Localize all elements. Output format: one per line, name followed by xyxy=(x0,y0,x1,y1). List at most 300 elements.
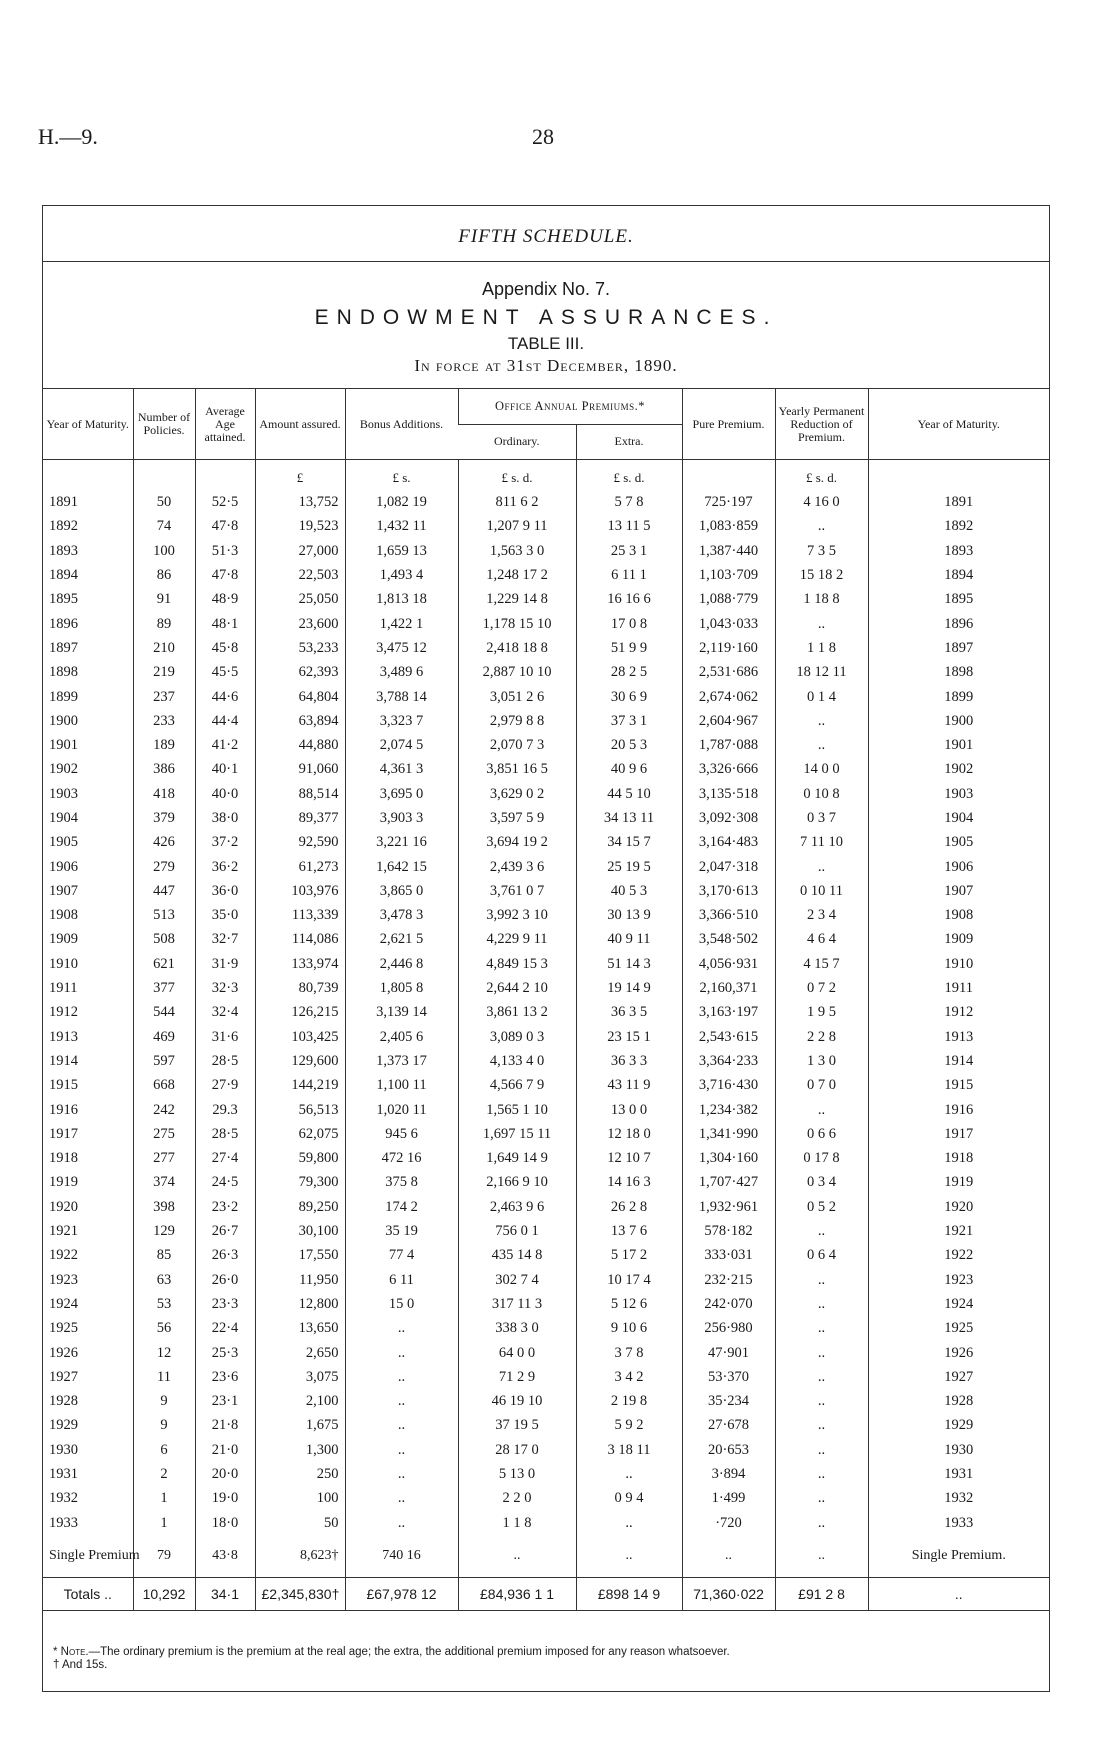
cell-extra: 25 3 1 xyxy=(576,539,682,563)
cell-extra: 44 5 10 xyxy=(576,782,682,806)
table-row xyxy=(43,636,1049,660)
cell-ordinary: 3,861 13 2 xyxy=(458,1000,576,1024)
cell-bonus: 15 0 xyxy=(345,1292,458,1316)
cell-year-right: 1933 xyxy=(868,1510,1049,1534)
cell-extra: 51 9 9 xyxy=(576,636,682,660)
table-row xyxy=(43,1122,1049,1146)
cell-year-right: 1920 xyxy=(868,1195,1049,1219)
cell-age: 28·5 xyxy=(195,1049,255,1073)
table-row xyxy=(43,1073,1049,1097)
cell-extra: 6 11 1 xyxy=(576,563,682,587)
cell-reduction: .. xyxy=(775,514,868,538)
cell-age: 44·6 xyxy=(195,684,255,708)
cell-age: 52·5 xyxy=(195,490,255,514)
table-row xyxy=(43,782,1049,806)
cell-extra: 43 11 9 xyxy=(576,1073,682,1097)
cell-amount: 91,060 xyxy=(255,757,345,781)
cell-amount: 1,300 xyxy=(255,1438,345,1462)
cell-age: 24·5 xyxy=(195,1170,255,1194)
cell-year-right: 1910 xyxy=(868,952,1049,976)
cell-ordinary: 2,979 8 8 xyxy=(458,709,576,733)
cell-number: 279 xyxy=(133,854,195,878)
cell-number: 233 xyxy=(133,709,195,733)
table-row xyxy=(43,1049,1049,1073)
cell-extra: 10 17 4 xyxy=(576,1268,682,1292)
cell-extra: 0 9 4 xyxy=(576,1486,682,1510)
cell-number: 129 xyxy=(133,1219,195,1243)
cell-ordinary: 1,563 3 0 xyxy=(458,539,576,563)
cell-number: 508 xyxy=(133,927,195,951)
cell-pure: 2,543·615 xyxy=(682,1025,775,1049)
table-row xyxy=(43,587,1049,611)
cell-year: 1912 xyxy=(49,1004,78,1021)
cell-bonus: 3,489 6 xyxy=(345,660,458,684)
unit-ordinary: £ s. d. xyxy=(458,460,576,491)
cell-reduction: .. xyxy=(775,1292,868,1316)
table-row xyxy=(43,660,1049,684)
cell-number: 426 xyxy=(133,830,195,854)
footnote-label: * Note. xyxy=(53,1646,89,1658)
cell-ordinary: 2 2 0 xyxy=(458,1486,576,1510)
cell-year-right: 1898 xyxy=(868,660,1049,684)
cell-amount: 17,550 xyxy=(255,1243,345,1267)
totals-reduction: £91 2 8 xyxy=(775,1577,868,1610)
cell-pure: 3,092·308 xyxy=(682,806,775,830)
cell-age: 26·0 xyxy=(195,1268,255,1292)
cell-number: 469 xyxy=(133,1025,195,1049)
cell-year: 1895 xyxy=(49,591,78,608)
table-row xyxy=(43,1243,1049,1267)
cell-ordinary: 2,418 18 8 xyxy=(458,636,576,660)
table-row xyxy=(43,854,1049,878)
cell-year-right: 1904 xyxy=(868,806,1049,830)
cell-reduction: 1 3 0 xyxy=(775,1049,868,1073)
cell-amount: 89,377 xyxy=(255,806,345,830)
cell-amount: 133,974 xyxy=(255,952,345,976)
col-year-right: Year of Maturity. xyxy=(868,389,1049,460)
cell-amount: 103,425 xyxy=(255,1025,345,1049)
cell-bonus: 2,621 5 xyxy=(345,927,458,951)
cell-reduction: .. xyxy=(775,1486,868,1510)
cell-number: 668 xyxy=(133,1073,195,1097)
cell-reduction: 1 9 5 xyxy=(775,1000,868,1024)
cell-year-right: 1894 xyxy=(868,563,1049,587)
cell-age: 26·7 xyxy=(195,1219,255,1243)
cell-year-right: 1895 xyxy=(868,587,1049,611)
cell-ordinary: 3,597 5 9 xyxy=(458,806,576,830)
cell-number: 63 xyxy=(133,1268,195,1292)
table-row xyxy=(43,1219,1049,1243)
cell-number: 513 xyxy=(133,903,195,927)
cell-reduction: 0 6 6 xyxy=(775,1122,868,1146)
table-row xyxy=(43,879,1049,903)
cell-amount: 1,675 xyxy=(255,1413,345,1437)
cell-extra: 13 7 6 xyxy=(576,1219,682,1243)
cell-number: 6 xyxy=(133,1438,195,1462)
cell-pure: 2,047·318 xyxy=(682,854,775,878)
table-row xyxy=(43,1486,1049,1510)
cell-pure: 3,163·197 xyxy=(682,1000,775,1024)
cell-bonus: .. xyxy=(345,1316,458,1340)
cell-ordinary: 3,694 19 2 xyxy=(458,830,576,854)
cell-bonus: 472 16 xyxy=(345,1146,458,1170)
cell-age: 31·6 xyxy=(195,1025,255,1049)
cell-year-right: 1926 xyxy=(868,1340,1049,1364)
cell-age: 23·3 xyxy=(195,1292,255,1316)
cell-reduction: 7 11 10 xyxy=(775,830,868,854)
cell-year-right: 1891 xyxy=(868,490,1049,514)
cell-year-right: 1896 xyxy=(868,611,1049,635)
cell-extra: 28 2 5 xyxy=(576,660,682,684)
cell-reduction: .. xyxy=(775,1219,868,1243)
table-row xyxy=(43,1268,1049,1292)
cell-bonus: .. xyxy=(345,1365,458,1389)
cell-amount: 80,739 xyxy=(255,976,345,1000)
cell-reduction: 1 1 8 xyxy=(775,636,868,660)
cell-pure: 3,716·430 xyxy=(682,1073,775,1097)
cell-age: 19·0 xyxy=(195,1486,255,1510)
cell-extra: 12 10 7 xyxy=(576,1146,682,1170)
cell-bonus: 1,642 15 xyxy=(345,854,458,878)
cell-bonus: 1,805 8 xyxy=(345,976,458,1000)
cell-number: 85 xyxy=(133,1243,195,1267)
cell-age: 48·1 xyxy=(195,611,255,635)
cell-pure: 1,707·427 xyxy=(682,1170,775,1194)
cell-bonus: 375 8 xyxy=(345,1170,458,1194)
units-row xyxy=(43,460,1049,491)
cell-year-right: 1899 xyxy=(868,684,1049,708)
cell-age: 18·0 xyxy=(195,1510,255,1534)
cell-ordinary: 4,566 7 9 xyxy=(458,1073,576,1097)
cell-number: 447 xyxy=(133,879,195,903)
cell-extra: 34 15 7 xyxy=(576,830,682,854)
cell-amount: 63,894 xyxy=(255,709,345,733)
cell-amount: 62,393 xyxy=(255,660,345,684)
unit-reduction: £ s. d. xyxy=(775,460,868,491)
cell-pure: 333·031 xyxy=(682,1243,775,1267)
cell-number: 621 xyxy=(133,952,195,976)
cell-extra: 2 19 8 xyxy=(576,1389,682,1413)
cell-age: 47·8 xyxy=(195,563,255,587)
cell-pure: 1,387·440 xyxy=(682,539,775,563)
table-row xyxy=(43,1316,1049,1340)
cell-amount: 53,233 xyxy=(255,636,345,660)
cell-amount: 2,100 xyxy=(255,1389,345,1413)
table-row xyxy=(43,976,1049,1000)
cell-reduction: 0 6 4 xyxy=(775,1243,868,1267)
cell-amount: 59,800 xyxy=(255,1146,345,1170)
cell-amount: 100 xyxy=(255,1486,345,1510)
cell-ordinary: 3,851 16 5 xyxy=(458,757,576,781)
cell-amount: 19,523 xyxy=(255,514,345,538)
cell-amount: 103,976 xyxy=(255,879,345,903)
cell-reduction: .. xyxy=(775,1462,868,1486)
cell-ordinary: 3,761 0 7 xyxy=(458,879,576,903)
cell-pure: 3,364·233 xyxy=(682,1049,775,1073)
cell-ordinary: 302 7 4 xyxy=(458,1268,576,1292)
table-row xyxy=(43,1170,1049,1194)
cell-bonus: 2,074 5 xyxy=(345,733,458,757)
cell-bonus: 1,422 1 xyxy=(345,611,458,635)
cell-year: 1900 xyxy=(49,712,78,729)
cell-bonus: 3,139 14 xyxy=(345,1000,458,1024)
cell-pure: 3,366·510 xyxy=(682,903,775,927)
cell-reduction: .. xyxy=(775,1365,868,1389)
table-row xyxy=(43,684,1049,708)
cell-year: 1909 xyxy=(49,931,78,948)
cell-year-right: 1892 xyxy=(868,514,1049,538)
cell-number: 374 xyxy=(133,1170,195,1194)
cell-reduction: 7 3 5 xyxy=(775,539,868,563)
schedule-title: FIFTH SCHEDULE. xyxy=(458,226,634,247)
totals-ordinary: £84,936 1 1 xyxy=(458,1577,576,1610)
cell-ordinary: 756 0 1 xyxy=(458,1219,576,1243)
cell-age: 45·5 xyxy=(195,660,255,684)
cell-bonus: 1,813 18 xyxy=(345,587,458,611)
cell-pure: 3,326·666 xyxy=(682,757,775,781)
cell-age: 20·0 xyxy=(195,1462,255,1486)
cell-year-right: 1922 xyxy=(868,1243,1049,1267)
cell-number: 377 xyxy=(133,976,195,1000)
cell-reduction: .. xyxy=(775,1097,868,1121)
cell-amount: 62,075 xyxy=(255,1122,345,1146)
cell-bonus: .. xyxy=(345,1438,458,1462)
cell-amount: 27,000 xyxy=(255,539,345,563)
single-amount: 8,623† xyxy=(255,1535,345,1578)
cell-number: 386 xyxy=(133,757,195,781)
cell-amount: 129,600 xyxy=(255,1049,345,1073)
cell-reduction: 0 1 4 xyxy=(775,684,868,708)
cell-number: 11 xyxy=(133,1365,195,1389)
cell-bonus: 2,446 8 xyxy=(345,952,458,976)
totals-row xyxy=(43,1577,1049,1610)
cell-reduction: .. xyxy=(775,1438,868,1462)
cell-ordinary: 1,565 1 10 xyxy=(458,1097,576,1121)
cell-age: 21·0 xyxy=(195,1438,255,1462)
cell-year-right: 1907 xyxy=(868,879,1049,903)
cell-number: 237 xyxy=(133,684,195,708)
cell-amount: 22,503 xyxy=(255,563,345,587)
cell-ordinary: 1,248 17 2 xyxy=(458,563,576,587)
cell-ordinary: 2,644 2 10 xyxy=(458,976,576,1000)
cell-pure: 2,160,371 xyxy=(682,976,775,1000)
cell-pure: 47·901 xyxy=(682,1340,775,1364)
cell-year: 1932 xyxy=(49,1490,78,1507)
cell-reduction: 0 7 2 xyxy=(775,976,868,1000)
cell-year: 1902 xyxy=(49,761,78,778)
cell-year-right: 1930 xyxy=(868,1438,1049,1462)
cell-pure: 3,548·502 xyxy=(682,927,775,951)
cell-year-right: 1914 xyxy=(868,1049,1049,1073)
cell-bonus: .. xyxy=(345,1486,458,1510)
cell-year: 1901 xyxy=(49,737,78,754)
cell-extra: 34 13 11 xyxy=(576,806,682,830)
cell-year: 1907 xyxy=(49,882,78,899)
cell-year: 1931 xyxy=(49,1466,78,1483)
cell-reduction: 0 3 7 xyxy=(775,806,868,830)
cell-reduction: .. xyxy=(775,1413,868,1437)
cell-year: 1922 xyxy=(49,1247,78,1264)
cell-bonus: 3,903 3 xyxy=(345,806,458,830)
cell-amount: 113,339 xyxy=(255,903,345,927)
table-row xyxy=(43,830,1049,854)
cell-extra: 12 18 0 xyxy=(576,1122,682,1146)
cell-pure: 232·215 xyxy=(682,1268,775,1292)
unit-extra: £ s. d. xyxy=(576,460,682,491)
cell-age: 41·2 xyxy=(195,733,255,757)
cell-ordinary: 4,133 4 0 xyxy=(458,1049,576,1073)
cell-pure: 3,170·613 xyxy=(682,879,775,903)
cell-reduction: 14 0 0 xyxy=(775,757,868,781)
title-divider xyxy=(43,261,1049,262)
cell-reduction: .. xyxy=(775,1389,868,1413)
cell-pure: 3·894 xyxy=(682,1462,775,1486)
cell-year: 1894 xyxy=(49,567,78,584)
totals-bonus: £67,978 12 xyxy=(345,1577,458,1610)
cell-bonus: 6 11 xyxy=(345,1268,458,1292)
cell-bonus: 1,020 11 xyxy=(345,1097,458,1121)
cell-year: 1906 xyxy=(49,858,78,875)
cell-year-right: 1912 xyxy=(868,1000,1049,1024)
cell-year-right: 1917 xyxy=(868,1122,1049,1146)
cell-age: 23·2 xyxy=(195,1195,255,1219)
cell-extra: 13 11 5 xyxy=(576,514,682,538)
cell-pure: 27·678 xyxy=(682,1413,775,1437)
cell-year: 1891 xyxy=(49,494,78,511)
cell-pure: 20·653 xyxy=(682,1438,775,1462)
single-premium-row xyxy=(43,1535,1049,1578)
cell-amount: 30,100 xyxy=(255,1219,345,1243)
cell-number: 9 xyxy=(133,1389,195,1413)
cell-bonus: 3,323 7 xyxy=(345,709,458,733)
cell-year: 1905 xyxy=(49,834,78,851)
table-row xyxy=(43,952,1049,976)
cell-ordinary: 811 6 2 xyxy=(458,490,576,514)
schedule-frame xyxy=(42,205,1050,1692)
cell-year: 1929 xyxy=(49,1417,78,1434)
cell-year: 1892 xyxy=(49,518,78,535)
cell-pure: 1,787·088 xyxy=(682,733,775,757)
cell-ordinary: 64 0 0 xyxy=(458,1340,576,1364)
cell-pure: 2,604·967 xyxy=(682,709,775,733)
table-row xyxy=(43,903,1049,927)
cell-ordinary: 435 14 8 xyxy=(458,1243,576,1267)
cell-bonus: 35 19 xyxy=(345,1219,458,1243)
cell-ordinary: 3,992 3 10 xyxy=(458,903,576,927)
cell-amount: 13,650 xyxy=(255,1316,345,1340)
cell-bonus: 1,082 19 xyxy=(345,490,458,514)
cell-bonus: 1,100 11 xyxy=(345,1073,458,1097)
cell-amount: 92,590 xyxy=(255,830,345,854)
cell-extra: 23 15 1 xyxy=(576,1025,682,1049)
cell-age: 45·8 xyxy=(195,636,255,660)
cell-number: 50 xyxy=(133,490,195,514)
cell-bonus: 1,493 4 xyxy=(345,563,458,587)
cell-number: 418 xyxy=(133,782,195,806)
cell-extra: 30 6 9 xyxy=(576,684,682,708)
cell-ordinary: 1,229 14 8 xyxy=(458,587,576,611)
cell-pure: 3,135·518 xyxy=(682,782,775,806)
table-row xyxy=(43,1340,1049,1364)
cell-number: 1 xyxy=(133,1510,195,1534)
cell-year-right: 1906 xyxy=(868,854,1049,878)
cell-year-right: 1924 xyxy=(868,1292,1049,1316)
cell-number: 89 xyxy=(133,611,195,635)
cell-pure: 2,674·062 xyxy=(682,684,775,708)
cell-reduction: 0 10 11 xyxy=(775,879,868,903)
cell-amount: 88,514 xyxy=(255,782,345,806)
cell-number: 398 xyxy=(133,1195,195,1219)
cell-year: 1928 xyxy=(49,1393,78,1410)
cell-year-right: 1900 xyxy=(868,709,1049,733)
cell-pure: 3,164·483 xyxy=(682,830,775,854)
cell-reduction: 0 7 0 xyxy=(775,1073,868,1097)
cell-age: 29.3 xyxy=(195,1097,255,1121)
cell-amount: 250 xyxy=(255,1462,345,1486)
cell-bonus: 3,695 0 xyxy=(345,782,458,806)
cell-reduction: .. xyxy=(775,709,868,733)
cell-reduction: 4 6 4 xyxy=(775,927,868,951)
cell-pure: 1,043·033 xyxy=(682,611,775,635)
cell-extra: 36 3 5 xyxy=(576,1000,682,1024)
cell-year: 1926 xyxy=(49,1344,78,1361)
cell-amount: 89,250 xyxy=(255,1195,345,1219)
cell-age: 32·3 xyxy=(195,976,255,1000)
cell-number: 219 xyxy=(133,660,195,684)
cell-year: 1898 xyxy=(49,664,78,681)
cell-age: 47·8 xyxy=(195,514,255,538)
cell-year-right: 1902 xyxy=(868,757,1049,781)
totals-extra: £898 14 9 xyxy=(576,1577,682,1610)
cell-reduction: .. xyxy=(775,611,868,635)
cell-amount: 114,086 xyxy=(255,927,345,951)
cell-age: 37·2 xyxy=(195,830,255,854)
cell-year: 1896 xyxy=(49,615,78,632)
cell-number: 100 xyxy=(133,539,195,563)
cell-age: 23·6 xyxy=(195,1365,255,1389)
cell-year-right: 1901 xyxy=(868,733,1049,757)
single-pure: .. xyxy=(682,1535,775,1578)
cell-age: 27·4 xyxy=(195,1146,255,1170)
cell-pure: 4,056·931 xyxy=(682,952,775,976)
table-row xyxy=(43,1510,1049,1534)
cell-year-right: 1921 xyxy=(868,1219,1049,1243)
table-row xyxy=(43,757,1049,781)
table-row xyxy=(43,1413,1049,1437)
cell-extra: 16 16 6 xyxy=(576,587,682,611)
cell-pure: 1,234·382 xyxy=(682,1097,775,1121)
cell-bonus: 1,373 17 xyxy=(345,1049,458,1073)
col-age: Average Age attained. xyxy=(195,389,255,460)
cell-age: 31·9 xyxy=(195,952,255,976)
cell-amount: 44,880 xyxy=(255,733,345,757)
cell-number: 91 xyxy=(133,587,195,611)
cell-pure: 1·499 xyxy=(682,1486,775,1510)
table-row xyxy=(43,1292,1049,1316)
cell-age: 36·2 xyxy=(195,854,255,878)
cell-age: 23·1 xyxy=(195,1389,255,1413)
endowment-table xyxy=(43,388,1049,1611)
cell-amount: 64,804 xyxy=(255,684,345,708)
cell-bonus: .. xyxy=(345,1340,458,1364)
cell-amount: 50 xyxy=(255,1510,345,1534)
col-ordinary: Ordinary. xyxy=(458,424,576,460)
cell-year-right: 1929 xyxy=(868,1413,1049,1437)
cell-extra: 13 0 0 xyxy=(576,1097,682,1121)
table-row xyxy=(43,490,1049,514)
cell-bonus: 945 6 xyxy=(345,1122,458,1146)
table-row xyxy=(43,539,1049,563)
